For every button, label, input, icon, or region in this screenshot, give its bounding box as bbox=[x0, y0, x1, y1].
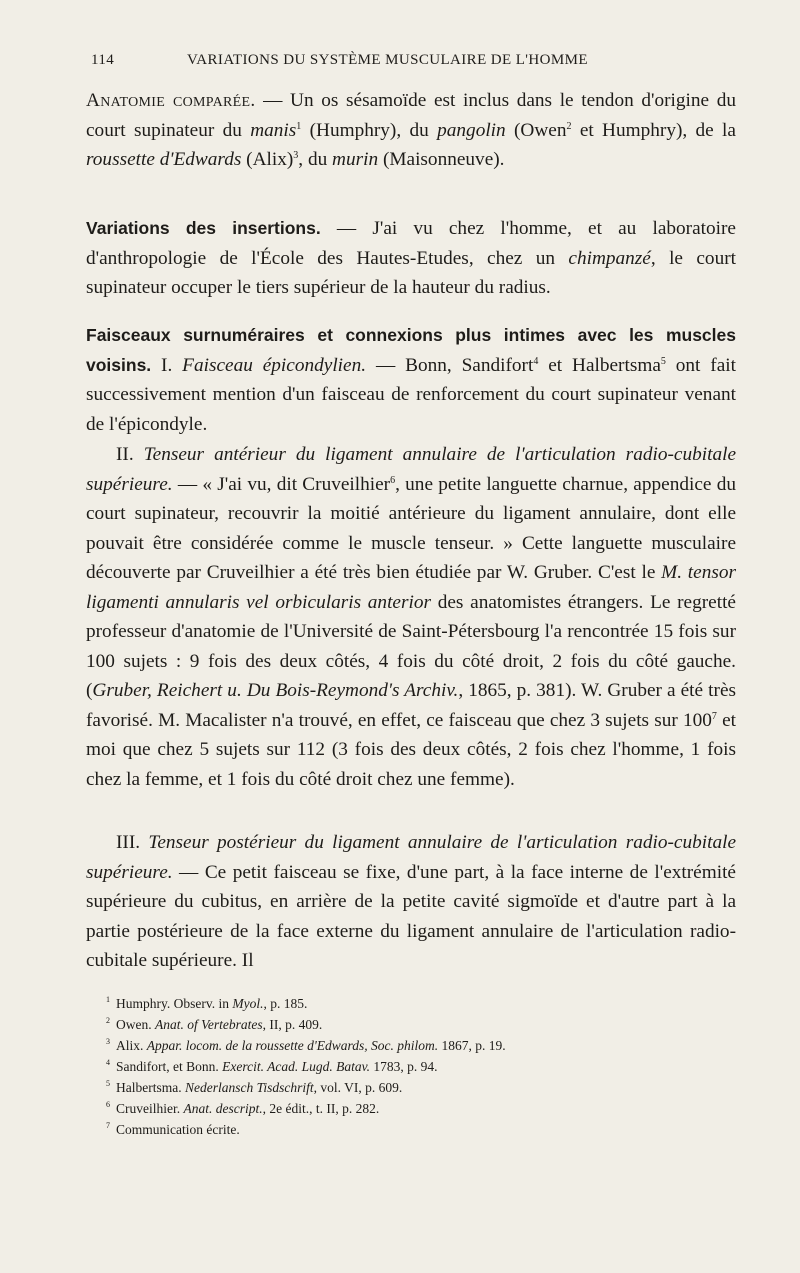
paragraph-tenseur-anterieur bbox=[86, 440, 736, 794]
text: — Bonn, Sandifort bbox=[366, 354, 534, 376]
running-title: VARIATIONS DU SYSTÈME MUSCULAIRE DE L'HOMME bbox=[187, 52, 588, 68]
paragraph-variations-insertions bbox=[86, 214, 736, 303]
page-number: 114 bbox=[91, 52, 115, 68]
footnote-text: , II, p. 409. bbox=[262, 1017, 323, 1032]
footnote-text: , vol. VI, p. 609. bbox=[313, 1080, 403, 1095]
footnote-text: , 2e édit., t. II, p. 282. bbox=[262, 1101, 380, 1116]
taxon: murin bbox=[332, 149, 379, 170]
footnote-title: Exercit. Acad. Lugd. Batav. bbox=[222, 1059, 370, 1074]
text: II. bbox=[116, 444, 144, 465]
taxon: roussette d'Edwards bbox=[86, 149, 242, 170]
text: — J'ai vu chez l'homme, et au laboratoire d'anthropologie de l'École des Hautes-Etudes, chez un bbox=[86, 218, 736, 269]
text: , du bbox=[298, 149, 333, 170]
text: — Ce petit faisceau se fixe, d'une part, à la face interne de l'extrémité supérieure du cubitus, en arrière de la petite cavité sigmoïde et d'autre part à la partie postérieure de la face externe du ligament annulaire de l'articulation radio-cubitale supérieure. Il bbox=[86, 861, 736, 971]
footnote-ref: 5 bbox=[660, 355, 666, 367]
citation: Gruber, Reichert u. Du Bois-Reymond's Archiv. bbox=[92, 680, 459, 701]
section-heading: Anatomie comparée. bbox=[86, 90, 256, 111]
footnote-title: Nederlansch Tisdschrift bbox=[184, 1080, 314, 1095]
footnote-text: Sandifort, et Bonn. bbox=[116, 1059, 223, 1074]
footnote-text: Alix. bbox=[116, 1038, 147, 1053]
footnote-text: Humphry. Observ. in bbox=[116, 996, 233, 1011]
footnote-text: , p. 185. bbox=[263, 996, 308, 1011]
footnote-mark: 6 bbox=[106, 1100, 110, 1109]
text: I. bbox=[151, 354, 183, 376]
text: et moi que chez 5 sujets sur 112 (3 fois des deux côtés, 2 fois chez l'homme, 1 fois chez la femme, et 1 fois du côté droit chez une femme). bbox=[86, 709, 736, 790]
text: ont fait successivement mention d'un faisceau de renforcement du court supinateur venant de l'épicondyle. bbox=[86, 354, 736, 435]
text: (Owen bbox=[505, 119, 567, 141]
text: — « J'ai vu, dit Cruveilhier bbox=[172, 473, 391, 495]
footnote-title: Anat. descript. bbox=[183, 1101, 263, 1116]
taxon: manis bbox=[250, 119, 297, 141]
footnote-title: Myol. bbox=[232, 996, 264, 1011]
footnote-ref: 2 bbox=[566, 120, 572, 132]
footnote-ref: 1 bbox=[296, 120, 302, 132]
footnote-title: Anat. of Vertebrates bbox=[155, 1017, 263, 1032]
taxon: chimpanzé bbox=[568, 247, 651, 269]
footnote-text: Communication écrite. bbox=[116, 1122, 240, 1137]
section-heading: Variations des insertions. bbox=[86, 218, 321, 238]
taxon: pangolin bbox=[437, 119, 506, 141]
paragraph-anatomie-comparee bbox=[86, 86, 736, 175]
footnote-mark: 1 bbox=[106, 995, 110, 1004]
footnote-mark: 3 bbox=[106, 1037, 110, 1046]
footnote-mark: 4 bbox=[106, 1058, 110, 1067]
footnote-mark: 2 bbox=[106, 1016, 110, 1025]
footnote-mark: 5 bbox=[106, 1079, 110, 1088]
footnote-title: Appar. locom. de la roussette d'Edwards, Soc. philom. bbox=[146, 1038, 439, 1053]
footnote-mark: 7 bbox=[106, 1121, 110, 1130]
text: , une petite languette charnue, appendice du court supinateur, recouvrir la moitié antérieure du ligament annulaire, dont elle pouvait être considérée comme le muscle tenseur. » Cette languette musculaire découverte par Cruveilhier a été très bien étudiée par W. Gruber. C'est le bbox=[86, 473, 736, 583]
footnote-ref: 7 bbox=[711, 710, 717, 722]
text: des anatomistes étrangers. Le regretté professeur d'anatomie de l'Université de Saint-Pétersbourg l'a rencontrée 15 fois sur 100 sujets : 9 fois des deux côtés, 4 fois du côté droit, 2 fois du côté gauche. ( bbox=[86, 591, 736, 701]
footnote-text: 1867, p. 19. bbox=[438, 1038, 506, 1053]
paragraph-tenseur-posterieur bbox=[86, 828, 736, 976]
subheading: Tenseur postérieur du ligament annulaire de l'articulation radio-cubitale supérieure. bbox=[86, 832, 737, 883]
footnote bbox=[106, 1116, 726, 1141]
footnote-ref: 4 bbox=[533, 355, 539, 367]
text: , le court supinateur occuper le tiers supérieur de la hauteur du radius. bbox=[86, 247, 736, 298]
text: (Maisonneuve). bbox=[378, 149, 505, 170]
subheading: Tenseur antérieur du ligament annulaire de l'articulation radio-cubitale supérieure. bbox=[86, 444, 736, 495]
footnote-text: 1783, p. 94. bbox=[369, 1059, 438, 1074]
footnote-text: Halbertsma. bbox=[116, 1080, 185, 1095]
footnote-text: Owen. bbox=[116, 1017, 155, 1032]
text: et Halbertsma bbox=[538, 354, 661, 376]
latin-term: M. tensor ligamenti annularis vel orbicularis anterior bbox=[86, 562, 737, 613]
subheading: Faisceau épicondylien. bbox=[182, 354, 367, 376]
section-heading: Faisceaux surnuméraires et connexions plus intimes avec les muscles voisins. bbox=[86, 325, 736, 375]
text: , 1865, p. 381). W. Gruber a été très favorisé. M. Macalister n'a trouvé, en effet, ce faisceau que chez 3 sujets sur 100 bbox=[86, 680, 736, 731]
footnote-ref: 3 bbox=[293, 150, 299, 161]
page-header bbox=[86, 52, 736, 74]
text: III. bbox=[116, 832, 149, 853]
paragraph-faisceaux-surnumeraires bbox=[86, 321, 736, 439]
text: (Humphry), du bbox=[301, 119, 438, 141]
footnote-ref: 6 bbox=[390, 474, 396, 486]
text: et Humphry), de la bbox=[571, 119, 736, 141]
text: (Alix) bbox=[241, 149, 294, 170]
footnote-text: Cruveilhier. bbox=[116, 1101, 184, 1116]
text: — Un os sésamoïde est inclus dans le tendon d'origine du court supinateur du bbox=[86, 90, 737, 141]
